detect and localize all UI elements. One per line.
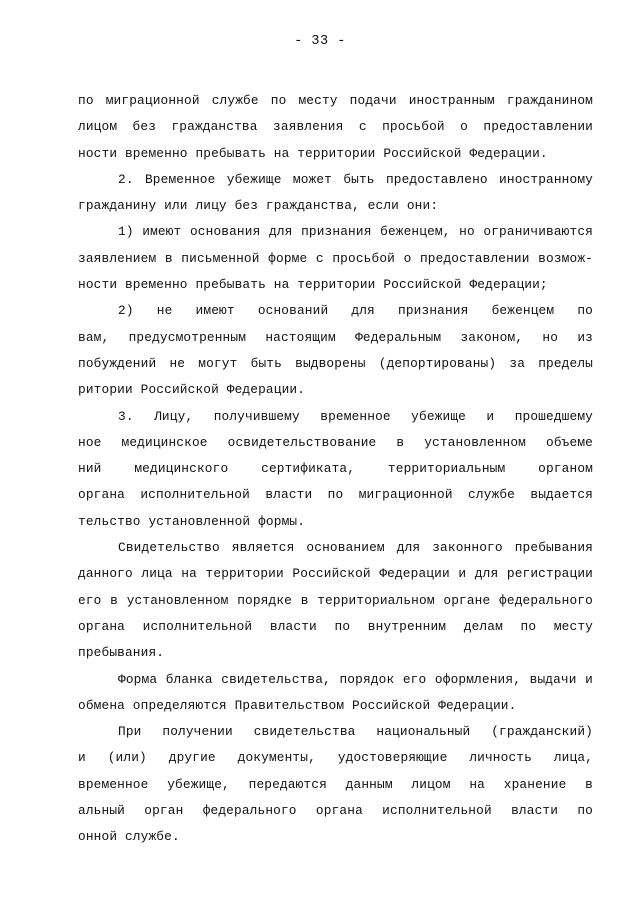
text-line: ний медицинского сертификата, территориальным органом (78, 461, 593, 477)
text-line: Свидетельство является основанием для законного пребывания (118, 540, 593, 556)
text-line: альный орган федерального органа исполнительной власти по (78, 803, 593, 819)
text-line: заявлением в письменной форме с просьбой о предоставлении возмож- (78, 250, 593, 266)
text-line: лицом без гражданства заявления с просьбой о предоставлении (78, 119, 593, 135)
page-number: - 33 - (294, 34, 346, 49)
text-line: Форма бланка свидетельства, порядок его оформления, выдачи и (118, 671, 593, 687)
text-line: При получении свидетельства национальный (гражданский) (118, 724, 593, 740)
text-line: побуждений не могут быть выдворены (депортированы) за пределы (78, 355, 593, 371)
text-line: 1) имеют основания для признания беженцем, но ограничиваются (118, 224, 593, 240)
text-line: 3. Лицу, получившему временное убежище и прошедшему (118, 408, 593, 424)
text-line: ритории Российской Федерации. (78, 382, 306, 398)
text-line: органа исполнительной власти по миграционной службе выдается (78, 487, 593, 503)
text-line: пребывания. (78, 645, 165, 661)
text-line: и (или) другие документы, удостоверяющие личность лица, (78, 750, 593, 766)
body-text (78, 88, 593, 851)
text-line: 2. Временное убежище может быть предоставлено иностранному (118, 171, 593, 187)
text-line: ное медицинское освидетельствование в установленном объеме (78, 434, 593, 450)
text-line: органа исполнительной власти по внутренним делам по месту (78, 618, 593, 634)
text-line: данного лица на территории Российской Федерации и для регистрации (78, 566, 593, 582)
text-line: ности временно пребывать на территории Российской Федерации. (78, 145, 548, 161)
text-line: гражданину или лицу без гражданства, если они: (78, 198, 439, 214)
text-line: вам, предусмотренным настоящим Федеральным законом, но из (78, 329, 593, 345)
text-line: его в установленном порядке в территориальном органе федерального (78, 592, 593, 608)
text-line: временное убежище, передаются данным лицом на хранение в (78, 776, 593, 792)
text-line: онной службе. (78, 829, 180, 845)
text-line: по миграционной службе по месту подачи иностранным гражданином (78, 93, 593, 108)
text-line: обмена определяются Правительством Российской Федерации. (78, 697, 517, 713)
text-line: 2) не имеют оснований для признания беженцем по (118, 303, 593, 319)
text-line: тельство установленной формы. (78, 513, 306, 529)
text-line: ности временно пребывать на территории Российской Федерации; (78, 277, 548, 293)
